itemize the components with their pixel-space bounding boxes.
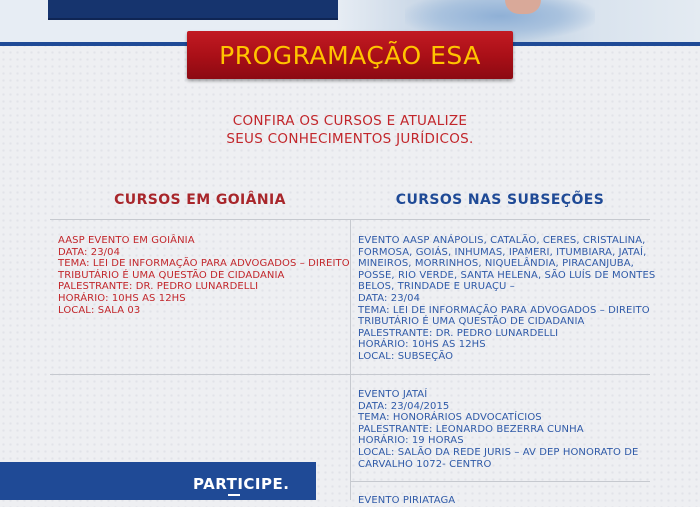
event-title-cont: FORMOSA, GOIÁS, INHUMAS, IPAMERI, ITUMBIARA, JATAÍ, — [358, 246, 647, 258]
row-divider-2 — [350, 481, 650, 482]
event-theme: TEMA: LEI DE INFORMAÇÃO PARA ADVOGADOS – DIREITO — [58, 258, 350, 270]
intro-text — [0, 112, 700, 148]
goiania-event — [58, 235, 350, 316]
banner-title: PROGRAMAÇÃO ESA — [219, 40, 481, 70]
row-divider-1 — [50, 374, 650, 375]
event-time: HORÁRIO: 19 HORAS — [358, 435, 464, 447]
event-title: EVENTO PIRIATAGA — [358, 495, 456, 506]
participate-cta: PARTICIPE. — [193, 475, 290, 493]
event-title: EVENTO JATAÍ — [358, 389, 428, 400]
event-location: LOCAL: SALA 03 — [58, 304, 141, 316]
heading-subsecoes: CURSOS NAS SUBSEÇÕES — [395, 192, 605, 208]
event-title-cont: POSSE, RIO VERDE, SANTA HELENA, SÃO LUÍS DE MONTES — [358, 269, 656, 281]
event-title-cont: MINEIROS, MORRINHOS, NIQUELÂNDIA, PIRACANJUBA, — [358, 258, 634, 270]
header-dark-panel — [48, 0, 338, 20]
event-date: DATA: 23/04/2015 — [358, 400, 450, 412]
event-theme-cont: TRIBUTÁRIO É UMA QUESTÃO DE CIDADANIA — [358, 316, 585, 328]
program-banner — [187, 31, 513, 79]
event-speaker: PALESTRANTE: DR. PEDRO LUNARDELLI — [58, 281, 259, 293]
event-date: DATA: 23/04 — [358, 292, 421, 304]
event-title: AASP EVENTO EM GOIÂNIA — [58, 235, 195, 246]
subsecoes-event-1 — [358, 235, 655, 363]
event-theme: TEMA: LEI DE INFORMAÇÃO PARA ADVOGADOS – DIREITO — [358, 304, 650, 316]
event-title: EVENTO AASP ANÁPOLIS, CATALÃO, CERES, CRISTALINA, — [358, 235, 646, 246]
subsecoes-event-2 — [358, 389, 638, 470]
event-theme: TEMA: HONORÁRIOS ADVOCATÍCIOS — [358, 412, 542, 424]
intro-line-1: CONFIRA OS CURSOS E ATUALIZE — [232, 113, 468, 129]
event-time: HORÁRIO: 10HS AS 12HS — [58, 292, 186, 304]
intro-line-2: SEUS CONHECIMENTOS JURÍDICOS. — [226, 131, 474, 147]
event-theme-cont: TRIBUTÁRIO É UMA QUESTÃO DE CIDADANIA — [58, 269, 285, 281]
heading-goiania: CURSOS EM GOIÂNIA — [114, 192, 286, 208]
event-time: HORÁRIO: 10HS AS 12HS — [358, 339, 486, 351]
event-speaker: PALESTRANTE: DR. PEDRO LUNARDELLI — [358, 327, 559, 339]
event-date: DATA: 23/04 — [58, 246, 121, 258]
event-location-cont: CARVALHO 1072- CENTRO — [358, 458, 492, 470]
subsecoes-event-3 — [358, 495, 455, 507]
column-divider — [350, 220, 351, 500]
event-speaker: PALESTRANTE: LEONARDO BEZERRA CUNHA — [358, 423, 584, 435]
event-location: LOCAL: SUBSEÇÃO — [358, 350, 454, 362]
event-location: LOCAL: SALÃO DA REDE JURIS – AV DEP HONORATO DE — [358, 446, 639, 458]
cut-off-glyph — [228, 494, 240, 496]
event-title-cont: BELOS, TRINDADE E URUAÇU – — [358, 281, 515, 293]
